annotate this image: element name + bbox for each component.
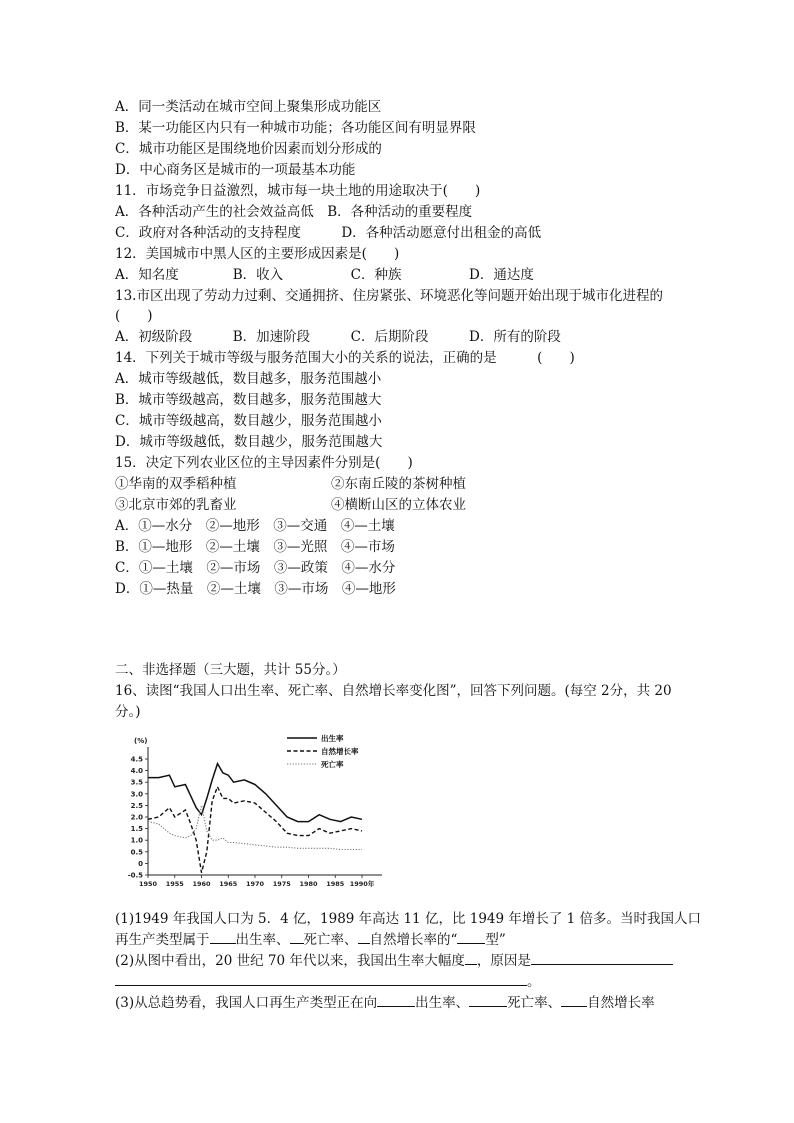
q10-option-d: D．中心商务区是城市的一项最基本功能 bbox=[115, 162, 356, 178]
x-tick-label: 1955 bbox=[165, 880, 184, 888]
answer-blank-7[interactable] bbox=[115, 972, 527, 986]
answer-blank-1[interactable] bbox=[210, 930, 236, 944]
sub1-text-c: 死亡率、 bbox=[303, 932, 358, 948]
answer-blank-4[interactable] bbox=[457, 930, 485, 944]
sub1-line1: (1)1949 年我国人口为 5．4 亿，1989 年高达 11 亿，比 1949 年增长了 1 倍多。当时我国人口 bbox=[115, 911, 702, 927]
legend-label-0: 出生率 bbox=[321, 734, 344, 743]
y-tick-label: 2.5 bbox=[130, 801, 143, 810]
legend-label-1: 自然增长率 bbox=[321, 747, 359, 756]
q14-option-d: D．城市等级越低，数目越少，服务范围越大 bbox=[115, 434, 383, 450]
answer-blank-2[interactable] bbox=[290, 930, 304, 944]
y-tick-label: 4.5 bbox=[130, 755, 143, 764]
legend-label-2: 死亡率 bbox=[321, 760, 344, 769]
y-tick-label: -0.5 bbox=[127, 871, 143, 880]
q13-stem: 13.市区出现了劳动力过剩、交通拥挤、住房紧张、环境恶化等问题开始出现于城市化进程的 bbox=[115, 288, 663, 304]
y-tick-label: 3.0 bbox=[130, 790, 143, 799]
sub2-text-end: 。 bbox=[527, 974, 541, 990]
q16-stem-line2: 分。) bbox=[115, 704, 141, 720]
sub3-text-b: 出生率、 bbox=[415, 995, 470, 1011]
q11-options-line1: A．各种活动产生的社会效益高低 B．各种活动的重要程度 bbox=[115, 204, 473, 220]
q10-option-a: A．同一类活动在城市空间上聚集形成功能区 bbox=[115, 99, 382, 115]
q11-stem: 11．市场竞争日益激烈，城市每一块土地的用途取决于( ) bbox=[115, 183, 481, 199]
sub3-text-c: 死亡率、 bbox=[507, 995, 562, 1011]
answer-blank-3[interactable] bbox=[358, 930, 370, 944]
answer-blank-5[interactable] bbox=[465, 951, 477, 965]
answer-blank-8[interactable] bbox=[377, 993, 415, 1007]
x-tick-label: 1965 bbox=[219, 880, 238, 888]
y-tick-label: 4.0 bbox=[130, 767, 143, 776]
q15-items-line1: ①华南的双季稻种植 ②东南丘陵的茶树种植 bbox=[115, 476, 466, 492]
q14-stem: 14．下列关于城市等级与服务范围大小的关系的说法，正确的是 ( ) bbox=[115, 350, 575, 366]
sub2-text-a: (2)从图中看出，20 世纪 70 年代以来，我国出生率大幅度 bbox=[115, 953, 465, 969]
y-tick-label: 1.5 bbox=[130, 825, 143, 834]
q15-items-line2: ③北京市郊的乳畜业 ④横断山区的立体农业 bbox=[115, 497, 466, 513]
q11-options-line2: C．政府对各种活动的支持程度 D．各种活动愿意付出租金的高低 bbox=[115, 225, 542, 241]
q14-option-c: C．城市等级越高，数目越少，服务范围越小 bbox=[115, 413, 382, 429]
sub1-text-d: 自然增长率的“ bbox=[369, 932, 458, 948]
sub3-text-d: 自然增长率 bbox=[587, 995, 655, 1011]
y-tick-label: 3.5 bbox=[130, 778, 143, 787]
x-tick-label: 1970 bbox=[245, 880, 265, 888]
sub1-text-b: 出生率、 bbox=[235, 932, 290, 948]
q15-option-b: B．①—地形 ②—土壤 ③—光照 ④—市场 bbox=[115, 539, 395, 555]
series-line-2 bbox=[148, 805, 362, 849]
q10-option-b: B．某一功能区内只有一种城市功能；各功能区间有明显界限 bbox=[115, 120, 476, 136]
answer-blank-9[interactable] bbox=[469, 993, 507, 1007]
answer-blank-6[interactable] bbox=[531, 951, 673, 965]
sub2-line2 bbox=[115, 972, 541, 991]
q12-options: A．知名度 B．收入 C．种族 D．通达度 bbox=[115, 267, 534, 283]
y-tick-label: 1.0 bbox=[130, 836, 143, 845]
sub3-text-a: (3)从总趋势看，我国人口再生产类型正在向 bbox=[115, 995, 378, 1011]
sub2-text-b: ，原因是 bbox=[476, 953, 531, 969]
sub1-text-e: 型” bbox=[485, 932, 506, 948]
q15-option-d: D．①—热量 ②—土壤 ③—市场 ④—地形 bbox=[115, 581, 396, 597]
section2-heading: 二、非选择题（三大题，共计 55分。） bbox=[115, 662, 346, 678]
y-axis-label: (%) bbox=[134, 737, 148, 745]
x-tick-label: 1985 bbox=[326, 880, 345, 888]
q14-option-a: A．城市等级越低，数目越多，服务范围越小 bbox=[115, 371, 382, 387]
x-tick-label: 1960 bbox=[192, 880, 211, 888]
y-tick-label: 0 bbox=[138, 859, 143, 868]
x-tick-label: 1950 bbox=[138, 880, 158, 888]
q15-option-a: A．①—水分 ②—地形 ③—交通 ④—土壤 bbox=[115, 518, 395, 534]
x-tick-label: 1980 bbox=[299, 880, 318, 888]
sub1-line2 bbox=[115, 930, 506, 949]
q16-stem-line1: 16、读图“我国人口出生率、死亡率、自然增长率变化图”，回答下列问题。(每空 2分，共 20 bbox=[115, 683, 672, 699]
q13-stem-cont: ( ) bbox=[115, 308, 153, 324]
q12-stem: 12．美国城市中黑人区的主要形成因素是( ) bbox=[115, 246, 400, 262]
sub1-text-a: 再生产类型属于 bbox=[115, 932, 210, 948]
sub3-line1 bbox=[115, 993, 655, 1012]
population-rate-chart bbox=[115, 730, 400, 892]
q15-stem: 15．决定下列农业区位的主导因素件分别是( ) bbox=[115, 455, 413, 471]
x-tick-label: 1990年 bbox=[349, 880, 375, 888]
q15-option-c: C．①—土壤 ②—市场 ③—政策 ④—水分 bbox=[115, 560, 396, 576]
x-tick-label: 1975 bbox=[272, 880, 291, 888]
y-tick-label: 2.0 bbox=[130, 813, 143, 822]
sub2-line1 bbox=[115, 951, 673, 970]
answer-blank-10[interactable] bbox=[561, 993, 587, 1007]
q13-options: A．初级阶段 B．加速阶段 C．后期阶段 D．所有的阶段 bbox=[115, 329, 561, 345]
series-line-1 bbox=[148, 787, 362, 873]
q14-option-b: B．城市等级越高，数目越多，服务范围越大 bbox=[115, 392, 382, 408]
q10-option-c: C．城市功能区是围绕地价因素而划分形成的 bbox=[115, 141, 382, 157]
y-tick-label: 0.5 bbox=[130, 848, 143, 857]
